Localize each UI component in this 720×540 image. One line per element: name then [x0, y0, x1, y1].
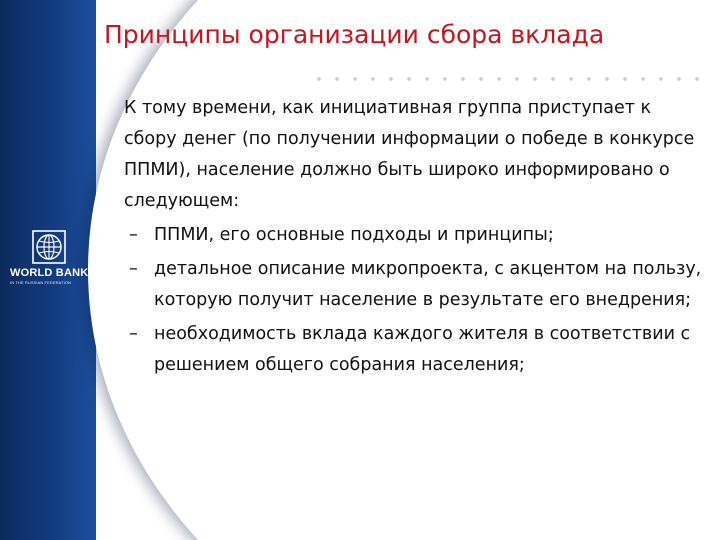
bullet-text: детальное описание микропроекта, с акцентом на пользу, которую получит население в результате его внедрения;	[154, 259, 702, 310]
bullet-list	[124, 220, 704, 381]
bullet-marker: –	[129, 259, 138, 279]
globe-icon	[32, 230, 66, 264]
bullet-text: ППМИ, его основные подходы и принципы;	[154, 225, 554, 245]
bullet-marker: –	[129, 324, 138, 344]
logo-name: WORLD BANK	[10, 267, 89, 279]
list-item	[124, 254, 704, 316]
logo-tagline: IN THE RUSSIAN FEDERATION	[10, 280, 72, 285]
slide-body	[124, 93, 704, 381]
list-item	[124, 220, 704, 251]
dotted-divider	[310, 74, 710, 84]
bullet-marker: –	[129, 225, 138, 245]
list-item	[124, 319, 704, 381]
intro-paragraph: К тому времени, как инициативная группа приступает к сбору денег (по получении информации о победе в конкурсе ППМИ), население должно быть широко информировано о следующем:	[124, 98, 695, 211]
bullet-text: необходимость вклада каждого жителя в соответствии с решением общего собрания населения;	[154, 324, 691, 375]
world-bank-logo	[6, 230, 92, 285]
slide-title: Принципы организации сбора вклада	[104, 20, 605, 49]
